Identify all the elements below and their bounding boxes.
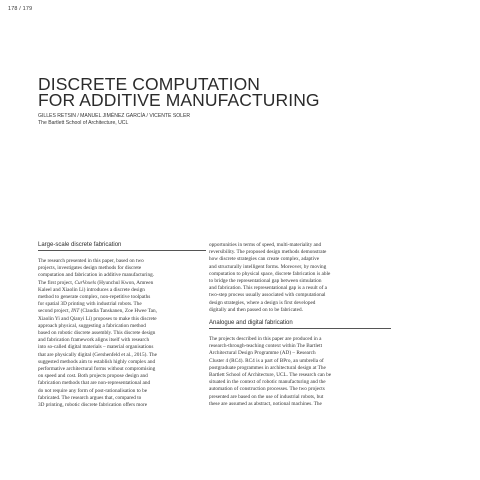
author-block bbox=[38, 113, 338, 127]
body-column-left bbox=[38, 258, 206, 409]
article-title bbox=[38, 76, 468, 108]
body-text-line: that are physically digital (Gershenfeld et al., 2015). The bbox=[38, 351, 158, 358]
affiliation: The Bartlett School of Architecture, UCL bbox=[38, 120, 129, 126]
body-text-line: second project, INT (Claudia Tanskanen, Zoe Hwee Tan, bbox=[38, 308, 157, 315]
body-text-line: research-through-teaching context within The Bartlett bbox=[209, 343, 323, 350]
body-text-line: computation and fabrication in additive manufacturing. bbox=[38, 272, 155, 279]
section-heading-analogue-digital: Analogue and digital fabrication bbox=[209, 320, 391, 329]
body-text-line: into so-called digital materials – material organisations bbox=[38, 344, 154, 351]
body-text-line: these are assumed as abstract, notional machines. The bbox=[209, 400, 322, 407]
body-text-line: two-step process usually associated with computational bbox=[209, 292, 326, 299]
body-text-line: Bartlett School of Architecture, UCL. The research can be bbox=[209, 372, 332, 379]
body-text-line: automation of construction processes. The two projects bbox=[209, 386, 325, 393]
body-text-line: Architectural Design Programme (AD) – Research bbox=[209, 350, 316, 357]
body-text-line: Kaleel and Xiaolin Li) introduces a discrete design bbox=[38, 286, 145, 293]
body-text-line: The projects described in this paper are produced in a bbox=[209, 336, 322, 342]
body-column-right bbox=[209, 336, 391, 408]
title-line: FOR ADDITIVE MANUFACTURING bbox=[38, 90, 320, 110]
body-text-line: and structurally intelligent forms. Moreover, by moving bbox=[209, 263, 327, 270]
body-text-line: how discrete strategies can create complex, adaptive bbox=[209, 256, 320, 263]
body-text-line: to bridge the representational gap between simulation bbox=[209, 278, 322, 285]
body-text-line: situated in the context of robotic manufacturing and the bbox=[209, 379, 326, 386]
body-text-line: projects, investigates design methods for discrete bbox=[38, 265, 142, 272]
body-text-line: and fabrication framework aligns itself with research bbox=[38, 337, 150, 344]
body-text-line: 3D printing, robotic discrete fabrication offers more bbox=[38, 402, 148, 409]
body-text-line: do not require any form of post-rationalisation to be bbox=[38, 387, 148, 394]
body-text-line: fabricated. The research argues that, compared to bbox=[38, 394, 142, 401]
body-text-line: opportunities in terms of speed, multi-materiality and bbox=[209, 242, 322, 248]
body-text-line: Xiaolin Yi and Qianyi Li) proposes to make this discrete bbox=[38, 315, 157, 322]
body-text-line: digitally and then passed on to be fabricated. bbox=[209, 306, 303, 313]
page-number: 178 / 179 bbox=[8, 6, 33, 12]
body-text-line: The first project, CurVoxels (Hyunchul Kwon, Amreen bbox=[38, 279, 154, 286]
body-text-line: and fabrication. This representational gap is a result of a bbox=[209, 285, 327, 292]
authors: GILLES RETSIN / MANUEL JIMÉNEZ GARCÍA / VICENTE SOLER bbox=[38, 113, 191, 119]
body-text-line: The research presented in this paper, based on two bbox=[38, 258, 144, 264]
body-text-line: fabrication methods that are non-representational and bbox=[38, 380, 151, 387]
body-text-line: presented are based on the use of industrial robots, but bbox=[209, 393, 324, 400]
body-text-line: approach physical, suggesting a fabrication method bbox=[38, 322, 146, 329]
body-text-line: based on robotic discrete assembly. This discrete design bbox=[38, 330, 156, 337]
body-text-line: performative architectural forms without compromising bbox=[38, 366, 156, 373]
section-heading-large-scale: Large-scale discrete fabrication bbox=[38, 242, 206, 251]
body-text-line: for spatial 3D printing with industrial robots. The bbox=[38, 301, 142, 308]
body-text-line: suggested methods aim to establish highly complex and bbox=[38, 358, 156, 365]
body-text-line: computation to physical space, discrete fabrication is able bbox=[209, 270, 331, 277]
body-text-line: design strategies, where a design is first developed bbox=[209, 299, 316, 306]
body-text-line: on speed and cost. Both projects propose design and bbox=[38, 373, 148, 380]
body-text-line: postgraduate programmes in architectural design at The bbox=[209, 364, 326, 371]
body-column-right-continuation bbox=[209, 242, 391, 314]
body-text-line: reversibility. The proposed design methods demonstrate bbox=[209, 249, 327, 256]
body-text-line: method to generate complex, non-repetitive toolpaths bbox=[38, 294, 151, 301]
body-text-line: Cluster 4 (RC4). RC4 is a part of BPro, an umbrella of bbox=[209, 357, 324, 364]
title-line: DISCRETE COMPUTATION bbox=[38, 74, 261, 94]
